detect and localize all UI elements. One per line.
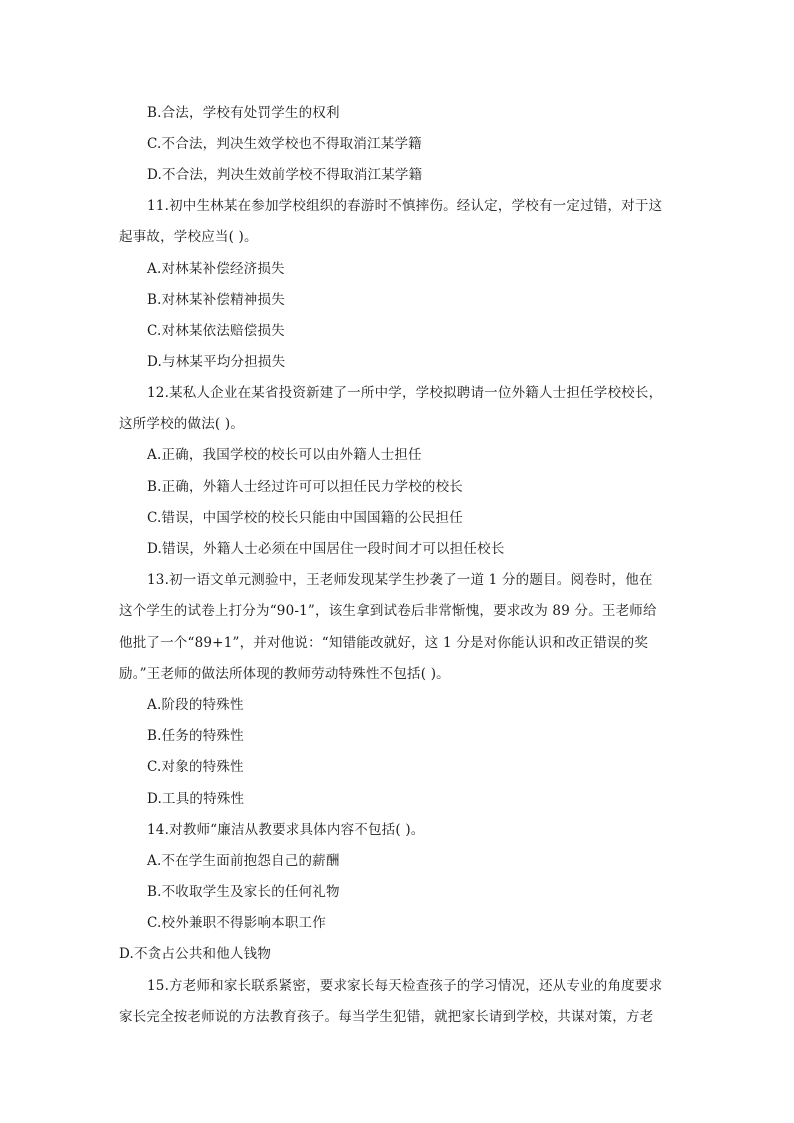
option-a-q11: A.对林某补偿经济损失	[147, 261, 285, 277]
question-12-line-1: 12.某私人企业在某省投资新建了一所中学，学校拟聘请一位外籍人士担任学校校长，	[147, 385, 663, 401]
option-d-q10: D.不合法，判决生效前学校不得取消江某学籍	[147, 167, 423, 183]
option-a-q12: A.正确，我国学校的校长可以由外籍人士担任	[147, 447, 422, 463]
option-a-q13: A.阶段的特殊性	[147, 697, 244, 713]
option-c-q12: C.错误，中国学校的校长只能由中国国籍的公民担任	[147, 510, 463, 526]
question-15-line-1: 15.方老师和家长联系紧密，要求家长每天检查孩子的学习情况，还从专业的角度要求	[147, 978, 663, 994]
question-15-line-2: 家长完全按老师说的方法教育孩子。每当学生犯错，就把家长请到学校，共谋对策，方老	[119, 1009, 654, 1025]
question-13-line-4: 励。”王老师的做法所体现的教师劳动特殊性不包括( )。	[119, 666, 450, 682]
question-12-line-2: 这所学校的做法( )。	[119, 416, 245, 432]
question-13-line-3: 他批了一个“89+1”，并对他说：“知错能改就好，这 1 分是对你能认识和改正错误的奖	[119, 635, 649, 651]
option-c-q14: C.校外兼职不得影响本职工作	[147, 915, 326, 931]
option-c-q11: C.对林某依法赔偿损失	[147, 323, 285, 339]
option-d-q12: D.错误，外籍人士必须在中国居住一段时间才可以担任校长	[147, 541, 505, 557]
question-14: 14.对教师“廉洁从教要求具体内容不包括( )。	[147, 822, 425, 838]
option-b-q12: B.正确，外籍人士经过许可可以担任民力学校的校长	[147, 479, 464, 495]
question-11-line-1: 11.初中生林某在参加学校组织的春游时不慎摔伤。经认定，学校有一定过错，对于这	[147, 198, 663, 214]
option-c-q13: C.对象的特殊性	[147, 759, 244, 775]
option-d-q11: D.与林某平均分担损失	[147, 354, 286, 370]
question-13-line-1: 13.初一语文单元测验中，王老师发现某学生抄袭了一道 1 分的题目。阅卷时，他在	[147, 572, 653, 588]
option-b-q13: B.任务的特殊性	[147, 728, 244, 744]
option-a-q14: A.不在学生面前抱怨自己的薪酬	[147, 853, 340, 869]
question-11-line-2: 起事故，学校应当( )。	[119, 229, 258, 245]
option-b-q11: B.对林某补偿精神损失	[147, 292, 285, 308]
option-b-q10: B.合法，学校有处罚学生的权利	[147, 105, 340, 121]
option-d-q13: D.工具的特殊性	[147, 791, 245, 807]
option-b-q14: B.不收取学生及家长的任何礼物	[147, 884, 340, 900]
option-c-q10: C.不合法，判决生效学校也不得取消江某学籍	[147, 136, 422, 152]
option-d-q14: D.不贪占公共和他人钱物	[119, 946, 272, 962]
question-13-line-2: 这个学生的试卷上打分为“90-1”，该生拿到试卷后非常惭愧，要求改为 89 分。王老师给	[119, 603, 657, 619]
